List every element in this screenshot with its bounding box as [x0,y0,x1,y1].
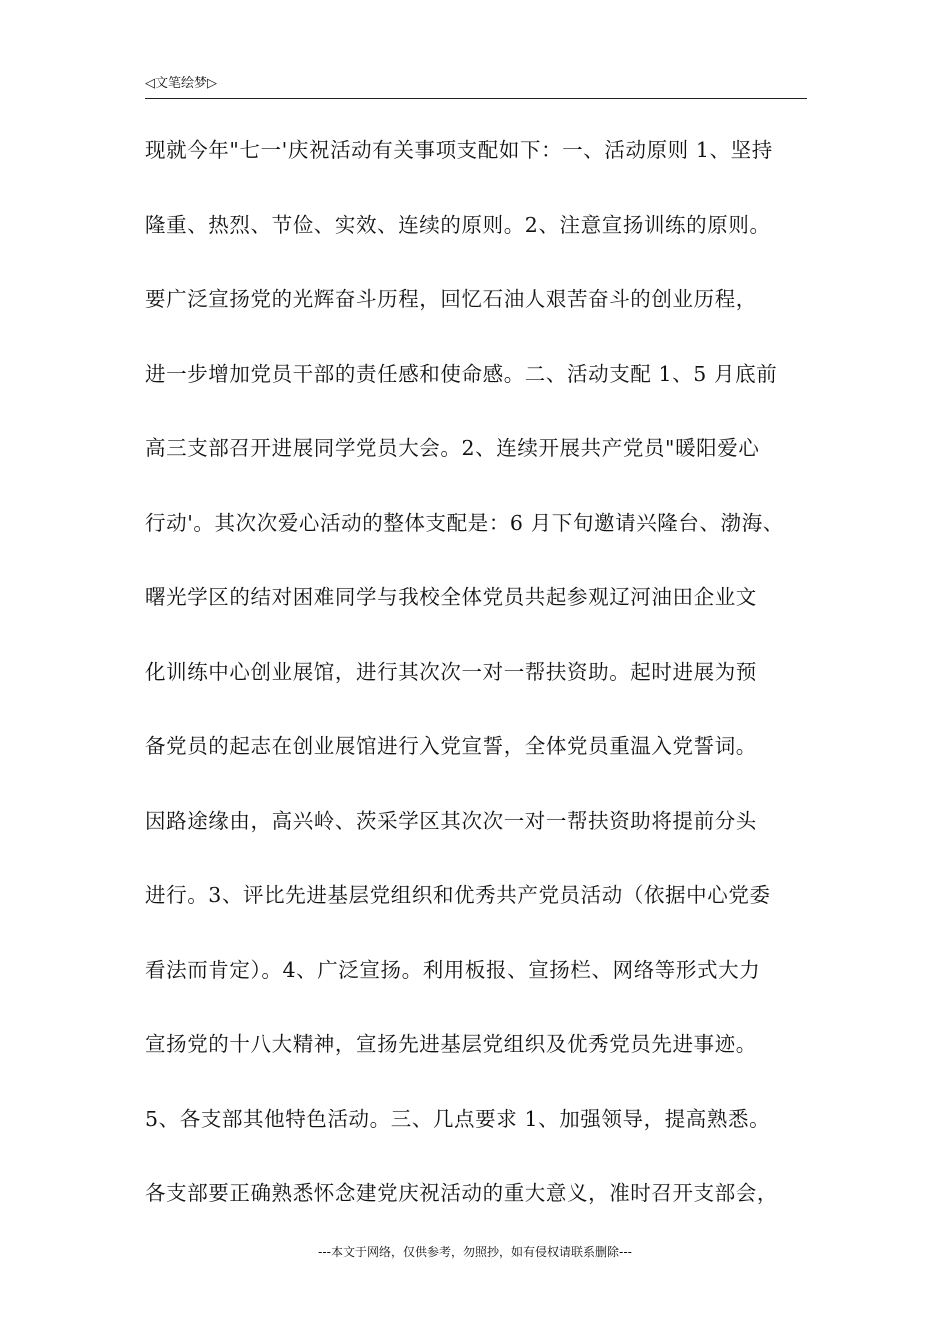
body-line: 因路途缘由，高兴岭、茨采学区其次次一对一帮扶资助将提前分头 [145,808,757,833]
footer-notice: ---本文于网络，仅供参考，勿照抄，如有侵权请联系删除--- [318,1245,632,1259]
body-line: 进一步增加党员干部的责任感和使命感。二、活动支配 1、5 月底前 [145,361,778,386]
body-line: 隆重、热烈、节俭、实效、连续的原则。2、注意宣扬训练的原则。 [145,212,771,237]
body-line: 备党员的起志在创业展馆进行入党宣誓，全体党员重温入党誓词。 [145,734,757,758]
document-body [145,128,845,1246]
page-footer [0,1244,950,1260]
header-title: ◁文笔绘梦▷ [145,76,217,91]
body-line: 宣扬党的十八大精神，宣扬先进基层党组织及优秀党员先进事迹。 [145,1032,757,1056]
body-line: 要广泛宣扬党的光辉奋斗历程，回忆石油人艰苦奋斗的创业历程， [145,287,757,311]
body-line: 化训练中心创业展馆，进行其次次一对一帮扶资助。起时进展为预 [145,659,757,684]
body-line: 现就今年"七一'庆祝活动有关事项支配如下：一、活动原则 1、坚持 [145,138,773,162]
body-line: 各支部要正确熟悉怀念建党庆祝活动的重大意义，准时召开支部会， [145,1181,778,1205]
body-line: 曙光学区的结对困难同学与我校全体党员共起参观辽河油田企业文 [145,585,757,609]
body-line: 看法而肯定）。4、广泛宣扬。利用板报、宣扬栏、网络等形式大力 [145,957,761,982]
body-line: 进行。3、评比先进基层党组织和优秀共产党员活动（依据中心党委 [145,883,771,907]
body-line: 行动'。其次次爱心活动的整体支配是：6 月下旬邀请兴隆台、渤海、 [145,510,784,535]
body-line: 高三支部召开进展同学党员大会。2、连续开展共产党员"暖阳爱心 [145,436,760,460]
body-line: 5、各支部其他特色活动。三、几点要求 1、加强领导，提高熟悉。 [145,1106,771,1131]
page-header [145,76,807,99]
